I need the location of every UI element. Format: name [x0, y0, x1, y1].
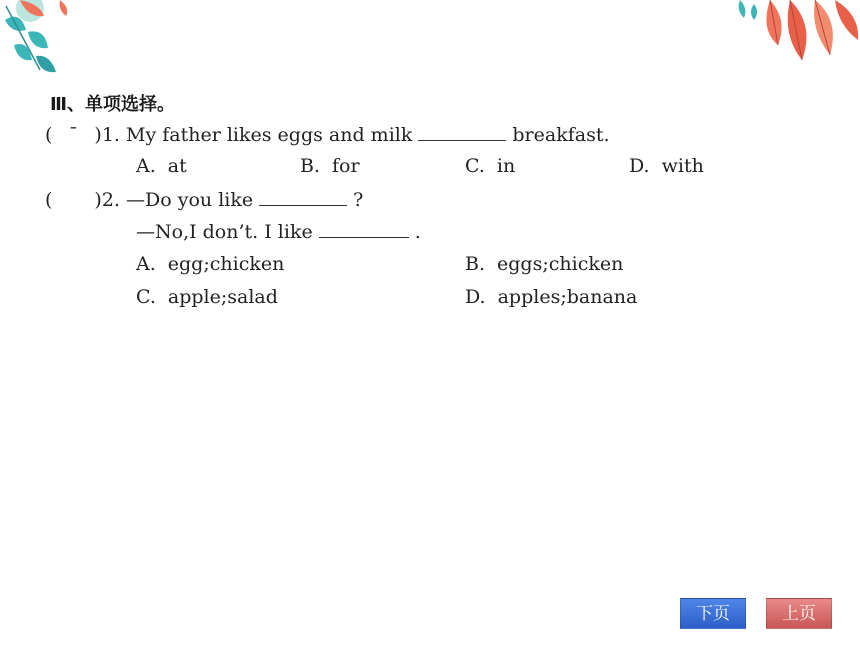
option-a	[136, 252, 284, 276]
option-text: apple;salad	[167, 286, 278, 308]
option-text: apples;banana	[497, 286, 638, 308]
answer-mark: ¯	[68, 124, 79, 146]
option-letter: A.	[136, 155, 156, 177]
answer-paren-open: (	[45, 189, 53, 211]
option-text: with	[661, 155, 704, 177]
option-d	[629, 154, 704, 178]
option-letter: C.	[136, 286, 156, 308]
leaf-decoration-top-right	[730, 0, 860, 75]
option-text: in	[496, 155, 516, 177]
question-number: 1.	[101, 124, 120, 146]
question-text-after: breakfast.	[512, 124, 610, 146]
leaf-decoration-top-left	[0, 0, 90, 90]
option-text: eggs;chicken	[497, 253, 624, 275]
answer-blank[interactable]	[418, 122, 506, 141]
question-number: 2.	[101, 189, 120, 211]
previous-page-button[interactable]: 上页	[766, 598, 832, 629]
option-letter: A.	[136, 253, 156, 275]
answer-blank[interactable]	[259, 187, 347, 206]
option-letter: B.	[300, 155, 321, 177]
answer-blank[interactable]	[319, 219, 409, 238]
question-text-before: —Do you like	[126, 189, 254, 211]
question-1-stem	[45, 122, 610, 147]
question-2-line-2	[136, 219, 421, 244]
option-c	[465, 154, 515, 178]
question-text-after: .	[414, 221, 421, 243]
option-a	[136, 154, 187, 178]
answer-paren-close: )	[94, 124, 102, 146]
question-text-after: ?	[353, 189, 364, 211]
option-letter: C.	[465, 155, 485, 177]
question-2-stem	[45, 187, 363, 212]
option-b	[465, 252, 623, 276]
question-text-before: —No,I don’t. I like	[136, 221, 313, 243]
option-letter: D.	[629, 155, 650, 177]
option-text: egg;chicken	[167, 253, 285, 275]
option-text: for	[332, 155, 360, 177]
section-title: Ⅲ、单项选择。	[50, 94, 176, 115]
option-text: at	[167, 155, 187, 177]
option-letter: B.	[465, 253, 486, 275]
option-b	[300, 154, 360, 178]
answer-paren-close: )	[94, 189, 102, 211]
next-page-button[interactable]: 下页	[680, 598, 746, 629]
option-c	[136, 285, 278, 309]
answer-slot[interactable]	[52, 123, 94, 147]
option-letter: D.	[465, 286, 486, 308]
question-text-before: My father likes eggs and milk	[126, 124, 413, 146]
option-d	[465, 285, 637, 309]
answer-paren-open: (	[45, 124, 53, 146]
